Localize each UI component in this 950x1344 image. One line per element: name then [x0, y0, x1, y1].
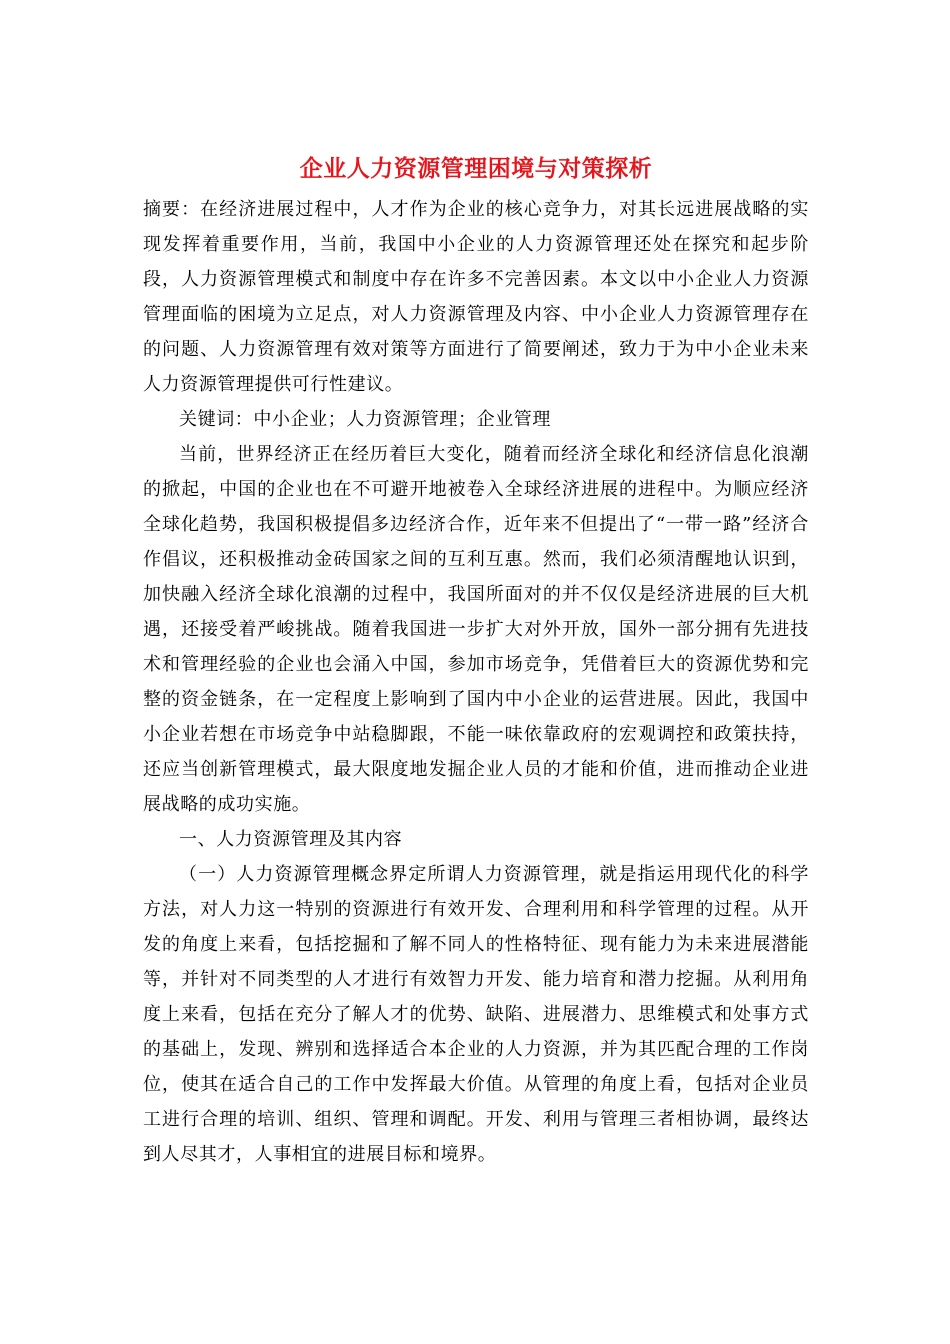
document-page	[143, 150, 809, 1172]
intro-paragraph: 当前，世界经济正在经历着巨大变化，随着而经济全球化和经济信息化浪潮的掀起，中国的企业也在不可避开地被卷入全球经济进展的进程中。为顺应经济全球化趋势，我国积极提倡多边经济合作，近年来不但提出了“一带一路”经济合作倡议，还积极推动金砖国家之间的互利互惠。然而，我们必须清醒地认识到，加快融入经济全球化浪潮的过程中，我国所面对的并不仅仅是经济进展的巨大机遇，还接受着严峻挑战。随着我国进一步扩大对外开放，国外一部分拥有先进技术和管理经验的企业也会涌入中国，参加市场竞争，凭借着巨大的资源优势和完整的资金链条，在一定程度上影响到了国内中小企业的运营进展。因此，我国中小企业若想在市场竞争中站稳脚跟，不能一味依靠政府的宏观调控和政策扶持，还应当创新管理模式，最大限度地发掘企业人员的才能和价值，进而推动企业进展战略的成功实施。	[143, 444, 809, 815]
keywords-line: 关键词：中小企业；人力资源管理；企业管理	[179, 409, 551, 430]
section-paragraph: （一）人力资源管理概念界定所谓人力资源管理，就是指运用现代化的科学方法，对人力这一特别的资源进行有效开发、合理利用和科学管理的过程。从开发的角度上来看，包括挖掘和了解不同人的性格特征、现有能力为未来进展潜能等，并针对不同类型的人才进行有效智力开发、能力培育和潜力挖掘。从利用角度上来看，包括在充分了解人才的优势、缺陷、进展潜力、思维模式和处事方式的基础上，发现、辨别和选择适合本企业的人力资源，并为其匹配合理的工作岗位，使其在适合自己的工作中发挥最大价值。从管理的角度上看，包括对企业员工进行合理的培训、组织、管理和调配。开发、利用与管理三者相协调，最终达到人尽其才，人事相宜的进展目标和境界。	[143, 864, 809, 1165]
document-title: 企业人力资源管理困境与对策探析	[299, 155, 653, 182]
section-heading: 一、人力资源管理及其内容	[179, 829, 403, 850]
abstract-paragraph: 摘要：在经济进展过程中，人才作为企业的核心竞争力，对其长远进展战略的实现发挥着重要作用，当前，我国中小企业的人力资源管理还处在探究和起步阶段，人力资源管理模式和制度中存在许多不完善因素。本文以中小企业人力资源管理面临的困境为立足点，对人力资源管理及内容、中小企业人力资源管理存在的问题、人力资源管理有效对策等方面进行了简要阐述，致力于为中小企业未来人力资源管理提供可行性建议。	[143, 199, 809, 395]
